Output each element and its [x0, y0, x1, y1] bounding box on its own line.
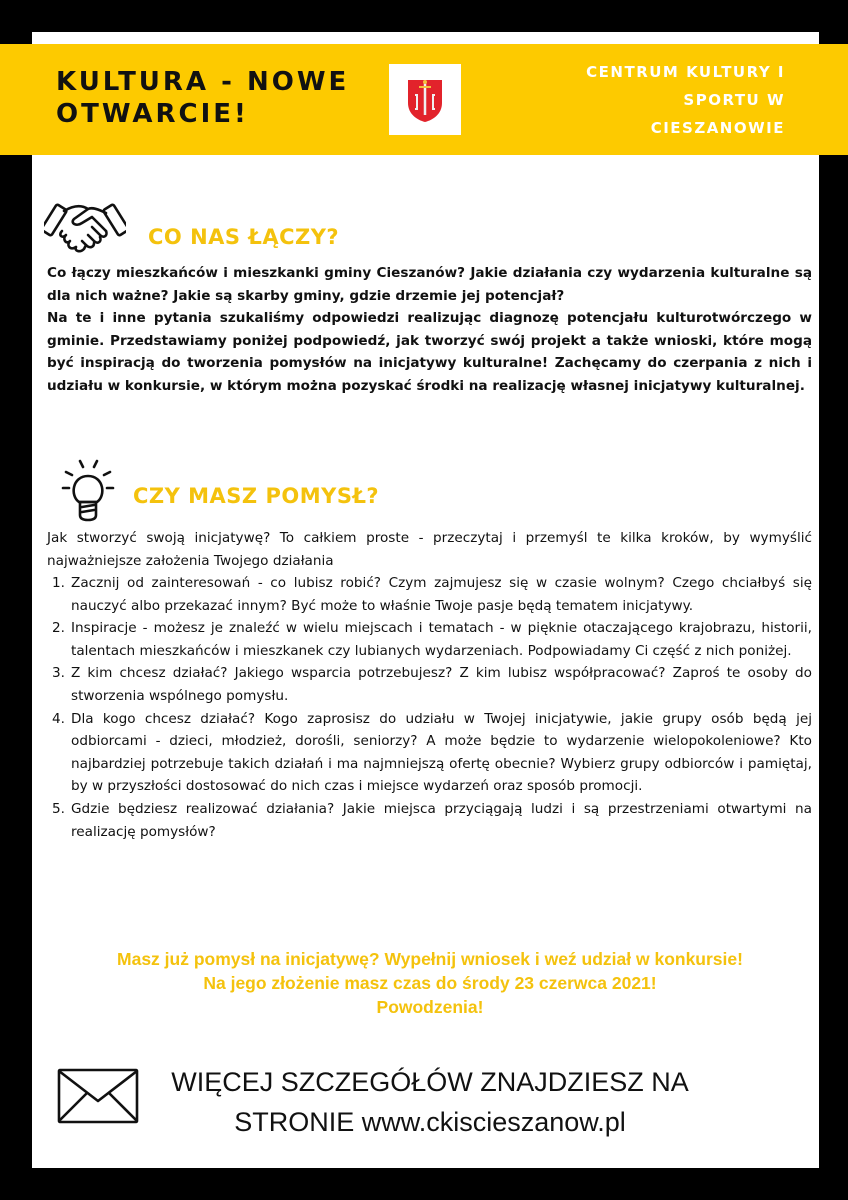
coat-of-arms-icon — [407, 77, 443, 123]
footer-line-2-prefix: STRONIE — [234, 1107, 362, 1137]
step-number: 2. — [52, 620, 65, 637]
step-item — [47, 617, 812, 662]
section1-paragraph-part1: Co łączy mieszkańców i mieszkanki gminy Cieszanów? Jakie działania czy wydarzenia kulturalne są dla nich ważne? Jakie są skarby gminy, gdzie drzemie jej potencjał? — [47, 265, 812, 304]
section1-paragraph-part2: Na te i inne pytania szukaliśmy odpowiedzi realizując diagnozę potencjału kulturotwórczego w gminie. Przedstawiamy poniżej podpowiedź, jak tworzyć swój projekt a także wnioski, które mogą być inspiracją do tworzenia pomysłów na inicjatywy kulturalne! Zachęcamy do czerpania z nich i udziału w konkursie, w którym można pozyskać środki na realizację własnej inicjatywy kulturalnej. — [47, 310, 812, 394]
website-link[interactable]: www.ckiscieszanow.pl — [361, 1107, 626, 1137]
step-text: Inspiracje - możesz je znaleźć w wielu miejscach i tematach - w pięknie otaczającego krajobrazu, historii, talentach mieszkańców i mieszkanek czy lubianych wydarzeniach. Podpowiadamy Ci część z nich poniżej. — [71, 620, 812, 659]
footer-info — [150, 1062, 710, 1142]
step-item — [47, 572, 812, 617]
section1-paragraph — [47, 262, 812, 398]
step-item — [47, 798, 812, 843]
step-text: Z kim chcesz działać? Jakiego wsparcia potrzebujesz? Z kim lubisz współpracować? Zaproś te osoby do stworzenia wspólnego pomysłu. — [71, 665, 812, 704]
handshake-icon — [44, 193, 126, 257]
call-to-action — [40, 947, 820, 1019]
step-item — [47, 662, 812, 707]
cta-line-3: Powodzenia! — [376, 997, 484, 1017]
page-title: KULTURA - NOWE OTWARCIE! — [56, 67, 350, 129]
lightbulb-icon — [60, 458, 116, 522]
section2-intro: Jak stworzyć swoją inicjatywę? To całkiem proste - przeczytaj i przemyśl te kilka kroków, by wymyślić najważniejsze założenia Twojego działania — [47, 530, 812, 569]
step-number: 5. — [52, 800, 65, 817]
step-text: Dla kogo chcesz działać? Kogo zaprosisz do udziału w Twojej inicjatywie, jakie grupy osób będą jej odbiorcami - dzieci, młodzież, dorośli, seniorzy? A może będzie to wydarzenie wielopokoleniowe? Kto najbardziej potrzebuje takich działań i ma najmniejszą ofertę obecnie? Wybierz grupy odbiorców i pamiętaj, by w przyszłości dostosować do nich czas i miejsce wydarzeń oraz sposób promocji. — [71, 710, 812, 795]
step-text: Gdzie będziesz realizować działania? Jakie miejsca przyciągają ludzi i są przestrzeniami otwartymi na realizację pomysłów? — [71, 800, 812, 840]
section-title-do-you-have-idea: CZY MASZ POMYSŁ? — [133, 484, 380, 508]
step-text: Zacznij od zainteresowań - co lubisz robić? Czym zajmujesz się w czasie wolnym? Czego chciałbyś się nauczyć albo przekazać innym? Być może to właśnie Twoje pasje będą tematem inicjatywy. — [71, 575, 812, 614]
logo — [389, 64, 461, 135]
steps-list — [47, 572, 812, 843]
cta-line-2: Na jego złożenie masz czas do środy 23 czerwca 2021! — [203, 973, 657, 993]
footer-line-1: WIĘCEJ SZCZEGÓŁÓW ZNAJDZIESZ NA — [171, 1067, 689, 1097]
envelope-icon — [57, 1068, 139, 1124]
step-number: 1. — [52, 575, 65, 591]
step-item — [47, 708, 812, 798]
cta-line-1: Masz już pomysł na inicjatywę? Wypełnij wniosek i weź udział w konkursie! — [117, 949, 743, 969]
step-number: 4. — [52, 710, 65, 727]
organization-name: CENTRUM KULTURY I SPORTU W CIESZANOWIE — [586, 63, 785, 137]
section-title-what-connects: CO NAS ŁĄCZY? — [148, 225, 340, 249]
step-number: 3. — [52, 665, 65, 682]
